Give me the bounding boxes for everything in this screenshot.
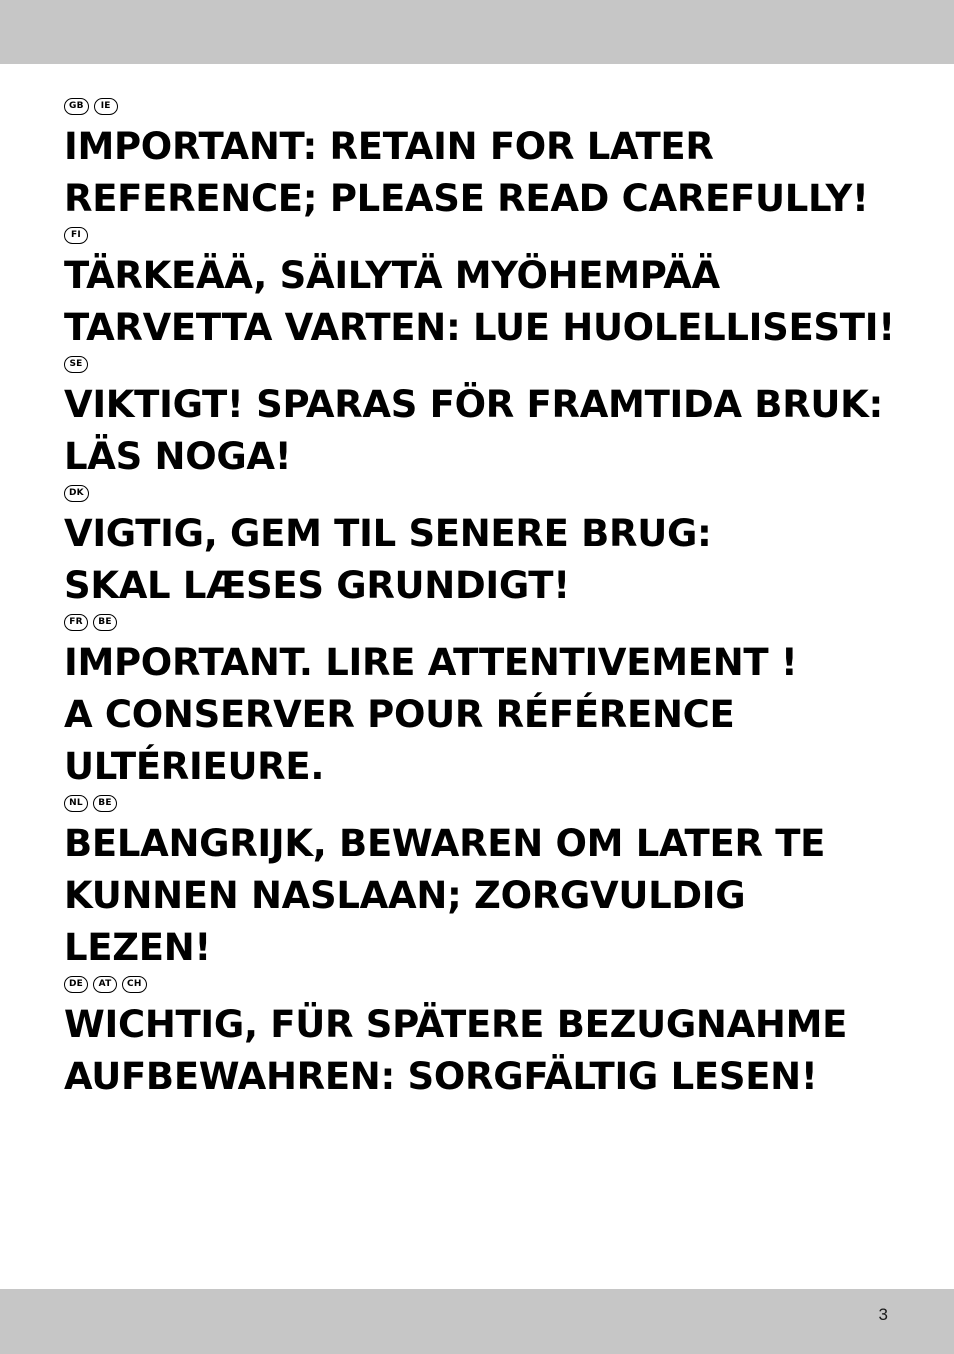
country-badges xyxy=(64,483,904,503)
page-footer-band xyxy=(0,1289,954,1354)
notice-section-fr xyxy=(64,612,904,793)
notice-heading-fi xyxy=(64,250,904,354)
country-badge-be: BE xyxy=(93,795,117,812)
country-badges xyxy=(64,354,904,374)
country-badge-at: AT xyxy=(93,976,117,993)
heading-line: REFERENCE; PLEASE READ CAREFULLY! xyxy=(64,177,869,220)
country-badge-de: DE xyxy=(64,976,88,993)
heading-line: VIKTIGT! SPARAS FÖR FRAMTIDA BRUK: xyxy=(64,383,884,426)
heading-line: LEZEN! xyxy=(64,926,211,969)
heading-line: LÄS NOGA! xyxy=(64,435,292,478)
country-badge-nl: NL xyxy=(64,795,88,812)
heading-line: KUNNEN NASLAAN; ZORGVULDIG xyxy=(64,874,746,917)
country-badge-fr: FR xyxy=(64,614,88,631)
notice-heading-en xyxy=(64,121,904,225)
country-badges xyxy=(64,96,904,116)
notice-heading-dk xyxy=(64,508,904,612)
heading-line: IMPORTANT. LIRE ATTENTIVEMENT ! xyxy=(64,641,798,684)
notice-heading-nl xyxy=(64,818,904,974)
country-badge-se: SE xyxy=(64,356,88,373)
country-badges xyxy=(64,793,904,813)
document-body xyxy=(64,96,904,1103)
notice-heading-se xyxy=(64,379,904,483)
notice-section-nl xyxy=(64,793,904,974)
heading-line: VIGTIG, GEM TIL SENERE BRUG: xyxy=(64,512,712,555)
heading-line: TARVETTA VARTEN: LUE HUOLELLISESTI! xyxy=(64,306,895,349)
heading-line: AUFBEWAHREN: SORGFÄLTIG LESEN! xyxy=(64,1055,818,1098)
notice-section-dk xyxy=(64,483,904,612)
country-badge-fi: FI xyxy=(64,227,88,244)
country-badges xyxy=(64,225,904,245)
country-badge-gb: GB xyxy=(64,98,89,115)
heading-line: SKAL LÆSES GRUNDIGT! xyxy=(64,564,570,607)
notice-section-en xyxy=(64,96,904,225)
notice-heading-de xyxy=(64,999,904,1103)
country-badges xyxy=(64,974,904,994)
heading-line: ULTÉRIEURE. xyxy=(64,745,325,788)
heading-line: TÄRKEÄÄ, SÄILYTÄ MYÖHEMPÄÄ xyxy=(64,254,720,297)
heading-line: IMPORTANT: RETAIN FOR LATER xyxy=(64,125,714,168)
country-badge-ie: IE xyxy=(94,98,118,115)
notice-section-fi xyxy=(64,225,904,354)
page-header-band xyxy=(0,0,954,64)
heading-line: WICHTIG, FÜR SPÄTERE BEZUGNAHME xyxy=(64,1003,848,1046)
country-badge-dk: DK xyxy=(64,485,89,502)
country-badges xyxy=(64,612,904,632)
page-number: 3 xyxy=(878,1305,888,1324)
notice-section-de xyxy=(64,974,904,1103)
heading-line: BELANGRIJK, BEWAREN OM LATER TE xyxy=(64,822,826,865)
country-badge-ch: CH xyxy=(122,976,147,993)
heading-line: A CONSERVER POUR RÉFÉRENCE xyxy=(64,693,735,736)
country-badge-be: BE xyxy=(93,614,117,631)
notice-heading-fr xyxy=(64,637,904,793)
notice-section-se xyxy=(64,354,904,483)
